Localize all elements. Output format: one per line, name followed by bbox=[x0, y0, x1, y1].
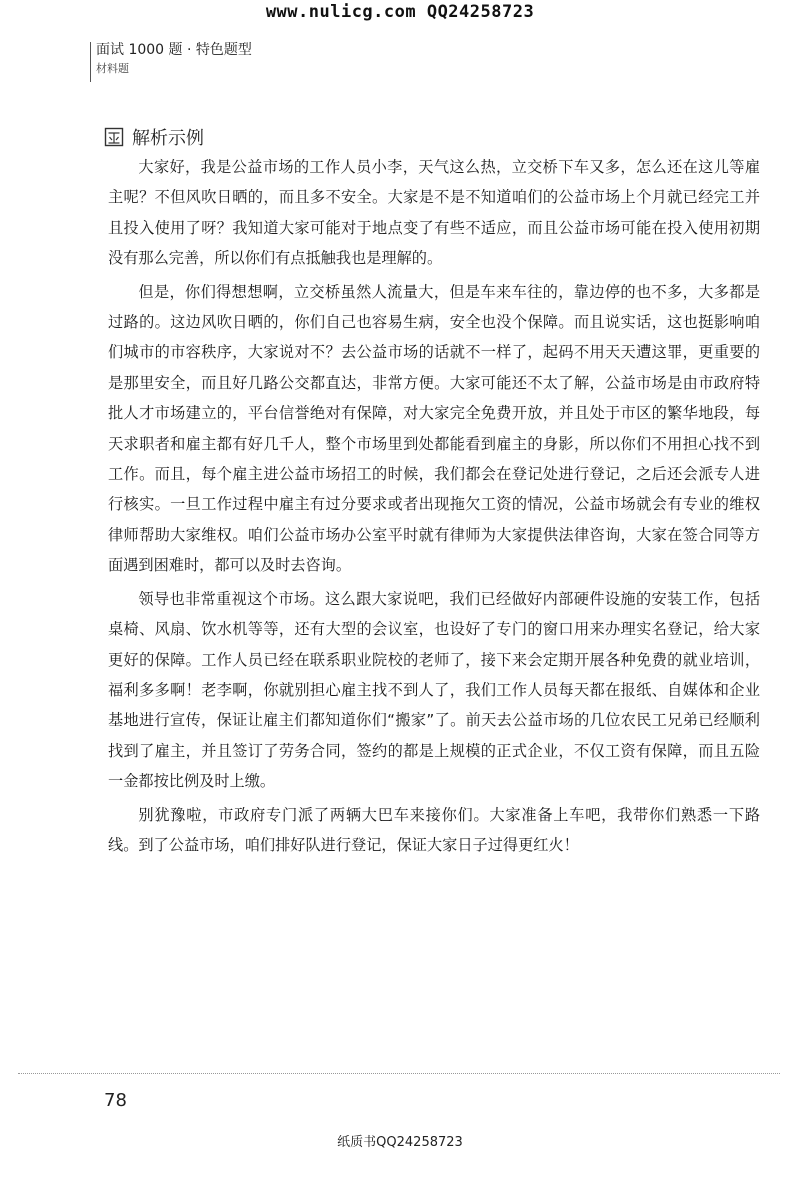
paragraph: 别犹豫啦，市政府专门派了两辆大巴车来接你们。大家准备上车吧，我带你们熟悉一下路线。到了公益市场，咱们排好队进行登记，保证大家日子过得更红火！ bbox=[108, 805, 760, 854]
paragraph: 大家好，我是公益市场的工作人员小李，天气这么热，立交桥下车又多，怎么还在这儿等雇主呢？不但风吹日晒的，而且多不安全。大家是不是不知道咱们的公益市场上个月就已经完工并且投入使用了呀？我知道大家可能对于地点变了有些不适应，而且公益市场可能在投入使用初期没有那么完善，所以你们有点抵触我也是理解的。 bbox=[108, 158, 760, 268]
analysis-icon bbox=[104, 127, 124, 147]
book-section: 材料题 bbox=[96, 62, 129, 75]
article-body bbox=[108, 152, 760, 863]
paragraph: 领导也非常重视这个市场。这么跟大家说吧，我们已经做好内部硬件设施的安装工作，包括桌椅、风扇、饮水机等等，还有大型的会议室，也设好了专门的窗口用来办理实名登记，给大家更好的保障。工作人员已经在联系职业院校的老师了，接下来会定期开展各种免费的就业培训，福利多多啊！老李啊，你就别担心雇主找不到人了，我们工作人员每天都在报纸、自媒体和企业基地进行宣传，保证让雇主们都知道你们“搬家”了。前天去公益市场的几位农民工兄弟已经顺利找到了雇主，并且签订了劳务合同，签约的都是上规模的正式企业，不仅工资有保障，而且五险一金都按比例及时上缴。 bbox=[108, 589, 760, 791]
watermark-bottom: 纸质书QQ24258723 bbox=[337, 1135, 463, 1150]
paragraph: 但是，你们得想想啊，立交桥虽然人流量大，但是车来车往的，靠边停的也不多，大多都是过路的。这边风吹日晒的，你们自己也容易生病，安全也没个保障。而且说实话，这也挺影响咱们城市的市容秩序，大家说对不？去公益市场的话就不一样了，起码不用天天遭这罪，更重要的是那里安全，而且好几路公交都直达，非常方便。大家可能还不太了解，公益市场是由市政府特批人才市场建立的，平台信誉绝对有保障，对大家完全免费开放，并且处于市区的繁华地段，每天求职者和雇主都有好几千人，整个市场里到处都能看到雇主的身影，所以你们不用担心找不到工作。而且，每个雇主进公益市场招工的时候，我们都会在登记处进行登记，之后还会派专人进行核实。一旦工作过程中雇主有过分要求或者出现拖欠工资的情况，公益市场就会有专业的维权律师帮助大家维权。咱们公益市场办公室平时就有律师为大家提供法律咨询，大家在签合同等方面遇到困难时，都可以及时去咨询。 bbox=[108, 282, 760, 575]
book-title: 面试 1000 题 · 特色题型 bbox=[96, 42, 252, 58]
footer-divider bbox=[18, 1073, 780, 1074]
section-title: 解析示例 bbox=[132, 128, 204, 149]
page-number: 78 bbox=[104, 1090, 127, 1111]
header-divider bbox=[90, 42, 91, 82]
section-heading bbox=[104, 124, 204, 150]
book-header bbox=[96, 40, 252, 78]
watermark-top: www.nulicg.com QQ24258723 bbox=[265, 2, 535, 22]
